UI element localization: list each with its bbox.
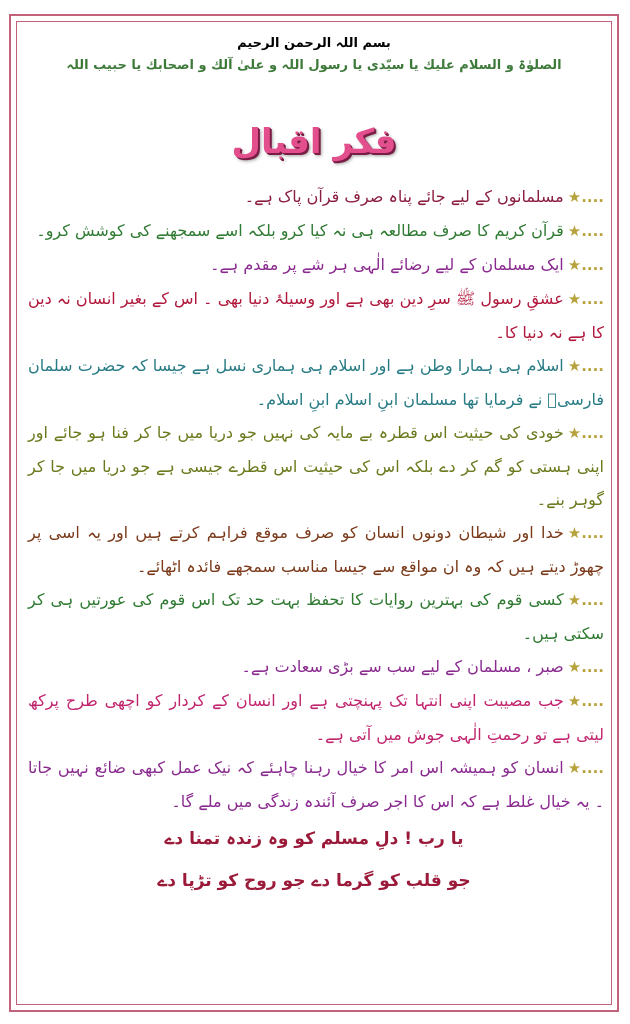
- star-bullet-icon: ★....: [567, 222, 604, 240]
- salawat-line: الصلوٰۃ و السلام علیك یا سیّدی یا رسول اللہ و علیٰ آلك و اصحابك یا حبیب اللہ: [66, 58, 562, 73]
- couplet-line-2: جو قلب کو گرما دے جو روح کو تڑپا دے: [157, 871, 471, 891]
- star-bullet-icon: ★....: [567, 759, 604, 777]
- list-item-text: خدا اور شیطان دونوں انسان کو صرف موقع فراہم کرتے ہیں اور یہ اسی پر چھوڑ دیتے ہیں کہ وہ ان مواقع سے جیسا مناسب سمجھے فائدہ اٹھائے۔: [28, 523, 604, 576]
- star-bullet-icon: ★....: [567, 591, 604, 609]
- bismillah-heading: بسم اللہ الرحمن الرحیم: [237, 36, 391, 51]
- list-item: [22, 650, 606, 684]
- list-item-text: قرآن کریم کا صرف مطالعہ ہی نہ کیا کرو بلکہ اسے سمجھنے کی کوشش کرو۔: [36, 221, 564, 240]
- star-bullet-icon: ★....: [567, 692, 604, 710]
- list-item: [22, 684, 606, 751]
- list-item: [22, 751, 606, 818]
- star-bullet-icon: ★....: [567, 357, 604, 375]
- list-item-text: کسی قوم کی بہترین روایات کا تحفظ بہت حد تک اس قوم کی عورتیں ہی کر سکتی ہیں۔: [28, 590, 604, 643]
- list-item: [22, 516, 606, 583]
- star-bullet-icon: ★....: [567, 524, 604, 542]
- document-page: [22, 30, 606, 1000]
- couplet-line-1: یا رب ! دلِ مسلم کو وہ زندہ تمنا دے: [164, 829, 464, 849]
- star-bullet-icon: ★....: [567, 188, 604, 206]
- star-bullet-icon: ★....: [567, 256, 604, 274]
- list-item-text: انسان کو ہمیشہ اس امر کا خیال رہنا چاہئے کہ نیک عمل کبھی ضائع نہیں جاتا ۔ یہ خیال غلط ہے کہ اس کا اجر صرف آئندہ زندگی میں ملے گا۔: [28, 758, 604, 811]
- list-item: [22, 248, 606, 282]
- list-item-text: اسلام ہی ہمارا وطن ہے اور اسلام ہی ہماری نسل ہے جیسا کہ حضرت سلمان فارسیؓ نے فرمایا تھا مسلمان ابنِ اسلام ابنِ اسلام۔: [28, 356, 604, 409]
- list-item-text: صبر ، مسلمان کے لیے سب سے بڑی سعادت ہے۔: [241, 657, 564, 676]
- quotes-list: [22, 180, 606, 818]
- star-bullet-icon: ★....: [567, 290, 604, 308]
- list-item: [22, 282, 606, 349]
- page-title: فکر اقبال: [231, 122, 397, 162]
- list-item-text: ایک مسلمان کے لیے رضائے الٰہی ہر شے پر مقدم ہے۔: [210, 255, 564, 274]
- star-bullet-icon: ★....: [567, 424, 604, 442]
- list-item-text: عشقِ رسول ﷺ سرِ دین بھی ہے اور وسیلۂ دنیا بھی ۔ اس کے بغیر انسان نہ دین کا ہے نہ دنیا کا۔: [28, 289, 604, 342]
- list-item-text: جب مصیبت اپنی انتہا تک پہنچتی ہے اور انسان کے کردار کو اچھی طرح پرکھ لیتی ہے تو رحمتِ الٰہی جوش میں آتی ہے۔: [28, 691, 604, 744]
- list-item: [22, 180, 606, 214]
- list-item: [22, 214, 606, 248]
- star-bullet-icon: ★....: [567, 658, 604, 676]
- list-item: [22, 416, 606, 516]
- list-item-text: خودی کی حیثیت اس قطرہ بے مایہ کی نہیں جو دریا میں جا کر فنا ہو جائے اور اپنی ہستی کو گم کر دے بلکہ اس کی حیثیت اس قطرے جیسی ہے جو دریا میں جا کر گوہر بنے۔: [28, 423, 604, 509]
- list-item: [22, 583, 606, 650]
- list-item-text: مسلمانوں کے لیے جائے پناہ صرف قرآن پاک ہے۔: [244, 187, 564, 206]
- list-item: [22, 349, 606, 416]
